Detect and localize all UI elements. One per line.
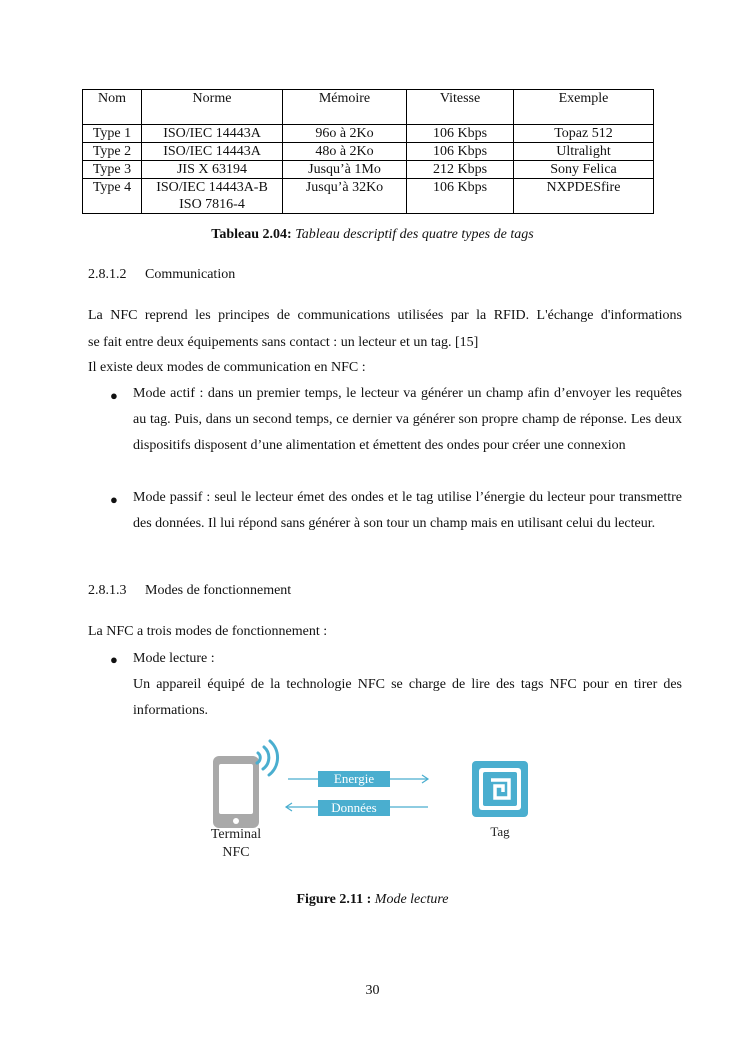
- table-cell: ISO/IEC 14443A: [142, 125, 283, 143]
- terminal-label-1: Terminal: [210, 827, 262, 842]
- table-cell: [142, 179, 283, 214]
- figure-caption: [0, 892, 745, 908]
- section-number: 2.8.1.3: [88, 583, 127, 598]
- bullet-mode-actif: Mode actif : dans un premier temps, le lecteur va générer un champ afin d’envoyer les requêtes au tag. Puis, dans un second temps, ce dernier va générer son propre champ de réponse. Les deux dispositifs disposent d’une alimentation et émettent des ondes pour créer une connexion: [133, 386, 682, 453]
- header-vitesse: Vitesse: [407, 90, 514, 125]
- bullet-icon: ●: [110, 388, 118, 403]
- table-caption: [0, 227, 745, 243]
- table-cell: 96o à 2Ko: [283, 125, 407, 143]
- table-caption-label: Tableau 2.04:: [211, 227, 292, 242]
- section-number: 2.8.1.2: [88, 267, 127, 282]
- tag-label: Tag: [490, 824, 510, 839]
- figure-caption-text: Mode lecture: [374, 892, 449, 907]
- table-row: [83, 161, 654, 179]
- tag-types-table: [82, 89, 654, 214]
- header-nom: Nom: [83, 90, 142, 125]
- modes-intro: Il existe deux modes de communication en NFC :: [88, 360, 366, 375]
- modes-fonctionnement-intro: La NFC a trois modes de fonctionnement :: [88, 624, 328, 639]
- bullet-mode-lecture-text: Un appareil équipé de la technologie NFC se charge de lire des tags NFC pour en tirer des informations.: [133, 677, 682, 718]
- table-cell: Jusqu’à 32Ko: [283, 179, 407, 214]
- figure-caption-label: Figure 2.11 :: [296, 892, 372, 907]
- table-cell: 106 Kbps: [407, 125, 514, 143]
- table-row: [83, 179, 654, 214]
- norme-line-1: ISO/IEC 14443A-B: [156, 180, 268, 195]
- header-memoire: Mémoire: [283, 90, 407, 125]
- section-title: Communication: [145, 267, 236, 282]
- energie-label: Energie: [318, 771, 390, 787]
- table-cell: 212 Kbps: [407, 161, 514, 179]
- bullet-mode-lecture-title: Mode lecture :: [133, 651, 215, 666]
- paragraph-line-1: La NFC reprend les principes de communications utilisées par la RFID. L'échange d'informations: [88, 308, 682, 323]
- donnees-label: Données: [318, 800, 390, 816]
- nfc-tag-icon: [472, 761, 528, 817]
- page-number: 30: [365, 983, 380, 998]
- bullet-mode-passif: Mode passif : seul le lecteur émet des ondes et le tag utilise l’énergie du lecteur pour transmettre des données. Il lui répond sans générer à son tour un champ mais en utilisant celui du lecteur.: [133, 490, 682, 531]
- header-norme: Norme: [142, 90, 283, 125]
- section-title: Modes de fonctionnement: [145, 583, 292, 598]
- table-row: [83, 125, 654, 143]
- table-caption-text: Tableau descriptif des quatre types de tags: [295, 227, 534, 242]
- table-cell: 48o à 2Ko: [283, 143, 407, 161]
- terminal-label-2: NFC: [222, 845, 250, 860]
- table-cell: 106 Kbps: [407, 143, 514, 161]
- table-cell: NXPDESfire: [514, 179, 654, 214]
- norme-line-2: ISO 7816-4: [179, 197, 245, 212]
- table-cell: Type 1: [83, 125, 142, 143]
- table-cell: Type 4: [83, 179, 142, 214]
- paragraph-line-2: se fait entre deux équipements sans contact : un lecteur et un tag. [15]: [88, 335, 479, 350]
- section-heading-modes: [88, 583, 291, 599]
- header-exemple: Exemple: [514, 90, 654, 125]
- phone-icon: [213, 756, 259, 828]
- bullet-icon: ●: [110, 492, 118, 507]
- table-cell: Type 3: [83, 161, 142, 179]
- section-heading-communication: [88, 267, 235, 283]
- table-cell: Topaz 512: [514, 125, 654, 143]
- table-cell: Type 2: [83, 143, 142, 161]
- bullet-icon: ●: [110, 652, 118, 667]
- mode-lecture-figure: [200, 735, 540, 865]
- table-cell: JIS X 63194: [142, 161, 283, 179]
- table-row: [83, 143, 654, 161]
- table-cell: Ultralight: [514, 143, 654, 161]
- table-cell: ISO/IEC 14443A: [142, 143, 283, 161]
- table-cell: Sony Felica: [514, 161, 654, 179]
- table-cell: Jusqu’à 1Mo: [283, 161, 407, 179]
- table-header-row: [83, 90, 654, 125]
- table-cell: 106 Kbps: [407, 179, 514, 214]
- nfc-waves-icon: [257, 741, 278, 775]
